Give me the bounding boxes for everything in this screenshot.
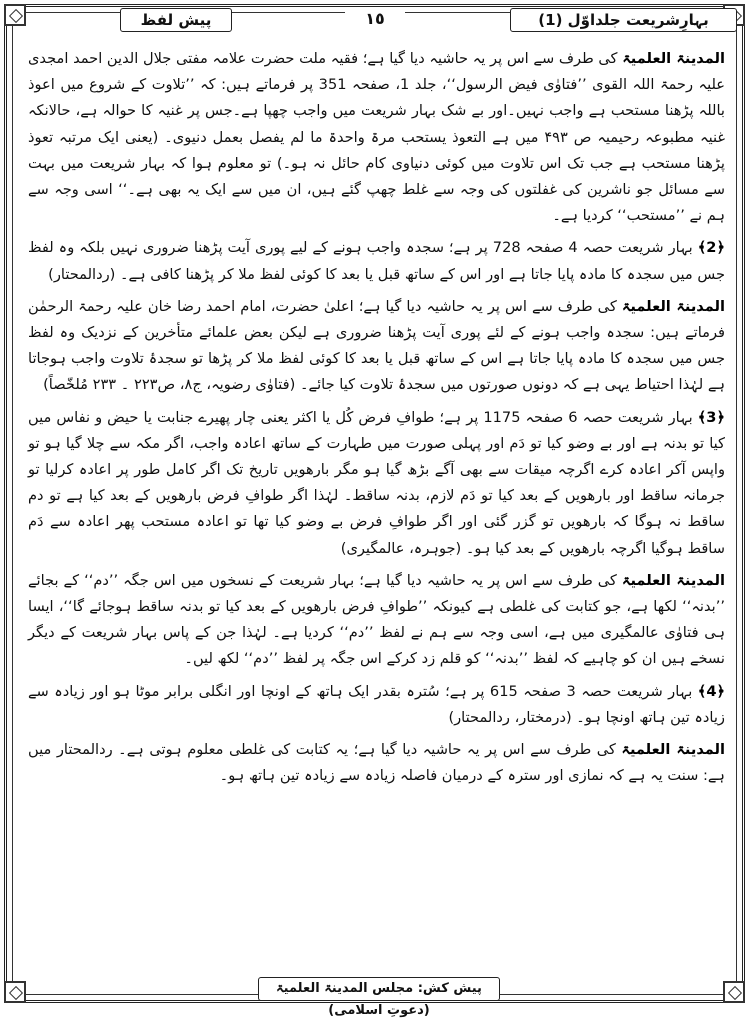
paragraph	[28, 294, 725, 399]
paragraph-lead: ﴿3﴾	[697, 408, 726, 426]
paragraph	[28, 737, 725, 789]
paragraph-lead: المدینۃ العلمیۃ	[622, 50, 726, 67]
page-body	[28, 46, 725, 795]
paragraph	[28, 46, 725, 229]
paragraph-text: بہار شریعت حصہ 6 صفحہ 1175 پر ہے؛ طوافِ فرض کُل یا اکثر یعنی چار پھیرے جنابت یا حیض و نفاس میں کیا تو بدنہ ہے اور بے وضو کیا تو دَم اور پہلی صورت میں طہارت کے ساتھ اعادہ واجب، اگر مکہ سے چلا گیا ہو تو واپس آکر اعادہ کرے اگرچہ میقات سے بھی آگے بڑھ گیا ہو مگر بارھویں تاریخ تک اگر کامل طور پر اعادہ کرلیا تو جرمانہ ساقط اور بارھویں کے بعد کیا تو دَم لازم، بدنہ ساقط۔ لہٰذا اگر طوافِ فرض بارھویں کے بعد کیا ہے تو دم ساقط نہ ہوگا کہ بارھویں تو گزر گئی اور اگر طوافِ فرض بے وضو کیا تھا تو اعادہ مستحب پھر اعادہ سے دَم ساقط ہوگیا اگرچہ بارھویں کے بعد کیا ہو۔ (جوہرہ، عالمگیری)	[28, 408, 725, 557]
paragraph-lead: المدینۃ العلمیۃ	[621, 297, 725, 315]
paragraph-lead: المدینۃ العلمیۃ	[621, 741, 726, 759]
paragraph-lead: المدینۃ العلمیۃ	[621, 571, 726, 589]
paragraph	[28, 405, 725, 562]
paragraph	[28, 235, 725, 287]
page-header	[0, 6, 753, 34]
paragraph-lead: ﴿2﴾	[697, 239, 726, 257]
paragraph	[28, 568, 725, 673]
page-footer	[0, 977, 753, 1018]
publisher-credit: پیش کش: مجلس المدینۃ العلمیۃ (دعوتِ اسلامی)	[258, 977, 500, 1001]
paragraph-lead: ﴿4﴾	[697, 682, 726, 700]
paragraph-text: بہار شریعت حصہ 4 صفحہ 728 پر ہے؛ سجدہ واجب ہونے کے لیے پوری آیت پڑھنا ضروری نہیں بلکہ وہ لفظ جس میں سجدہ کا مادہ پایا جاتا ہے اور اس کے ساتھ قبل یا بعد کا کوئی لفظ ملا کر پڑھنا کافی ہے۔ (ردالمحتار)	[28, 239, 725, 283]
book-title: بہارِشریعت جلداوّل (1)	[510, 8, 737, 32]
page-number: ١٥	[345, 8, 405, 30]
paragraph-text: کی طرف سے اس پر یہ حاشیہ دیا گیا ہے؛ فقیہ ملت حضرت علامہ مفتی جلال الدین احمد امجدی علیہ رحمۃ اللہ القوی ’’فتاوٰی فیض الرسول‘‘، جلد 1، صفحہ 351 پر فرماتے ہیں: کہ ’’تلاوت کے شروع میں اعوذ باللہ پڑھنا مستحب ہے واجب نہیں۔اور بے شک بہار شریعت میں واجب چھپا ہے۔جس پر غنیہ کا حوالہ ہے، حالانکہ غنیہ مطبوعہ رحیمیہ ص ۴۹۳ میں ہے التعوذ یستحب مرۃ واحدۃ ما لم یفصل بعمل دنیوی۔ (یعنی ایک مرتبہ تعوذ پڑھنا مستحب ہے جب تک اس تلاوت میں کوئی دنیاوی کام حائل نہ ہو۔) تو معلوم ہوا کہ بہار شریعت میں بہت سے مسائل جو ناشرین کی غفلتوں کی وجہ سے غلط چھپ گئے ہیں، ان میں سے ایک یہ بھی ہے۔‘‘ اسی وجہ سے ہم نے ’’مستحب‘‘ کردیا ہے۔	[28, 50, 726, 225]
paragraph-text: کی طرف سے اس پر یہ حاشیہ دیا گیا ہے؛ بہار شریعت کے نسخوں میں اس جگہ ’’دم‘‘ کے بجائے ’’بدنہ‘‘ لکھا ہے، جو کتابت کی غلطی ہے کیونکہ ’’طوافِ فرض بارھویں کے بعد کیا تو بدنہ ساقط ہوجائے گا‘‘، ایسا ہی فتاوٰی عالمگیری میں ہے، اسی وجہ سے ہم نے لفظ ’’دم‘‘ کردیا ہے۔ لہٰذا جن کے پاس بہار شریعت کے دیگر نسخے ہیں ان کو چاہیے کہ لفظ ’’بدنہ‘‘ کو قلم زد کرکے اس جگہ پر لفظ ’’دم‘‘ لکھ لیں۔	[28, 571, 725, 668]
section-title: پیش لفظ	[120, 8, 232, 32]
paragraph-text: بہار شریعت حصہ 3 صفحہ 615 پر ہے؛ سُترہ بقدر ایک ہاتھ کے اونچا اور انگلی برابر موٹا ہو اور زیادہ سے زیادہ تین ہاتھ اونچا ہو۔ (درمختار، ردالمحتار)	[28, 682, 725, 726]
paragraph-text: کی طرف سے اس پر یہ حاشیہ دیا گیا ہے؛ اعلیٰ حضرت، امام احمد رضا خان علیہ رحمۃ الرحمٰن فرماتے ہیں: سجدہ واجب ہونے کے لئے پوری آیت پڑھنا ضروری ہے لیکن بعض علمائے متأخرین کے نزدیک وہ لفظ جس میں سجدہ کا مادہ پایا جاتا ہے اس کے ساتھ قبل یا بعد کا کوئی لفظ ملا کر پڑھا تو سجدۂ تلاوت واجب ہوجاتا ہے لہٰذا احتیاط یہی ہے کہ دونوں صورتوں میں سجدۂ تلاوت کیا جائے۔ (فتاوٰی رضویہ، ج۸، ص۲۲۳ ۔ ۲۳۳ مُلخّصاً)	[28, 297, 725, 394]
paragraph	[28, 679, 725, 731]
paragraph-text: کی طرف سے اس پر یہ حاشیہ دیا گیا ہے؛ یہ کتابت کی غلطی معلوم ہوتی ہے۔ ردالمحتار میں ہے: سنت یہ ہے کہ نمازی اور سترہ کے درمیان فاصلہ زیادہ سے زیادہ تین ہاتھ ہو۔	[28, 741, 725, 785]
